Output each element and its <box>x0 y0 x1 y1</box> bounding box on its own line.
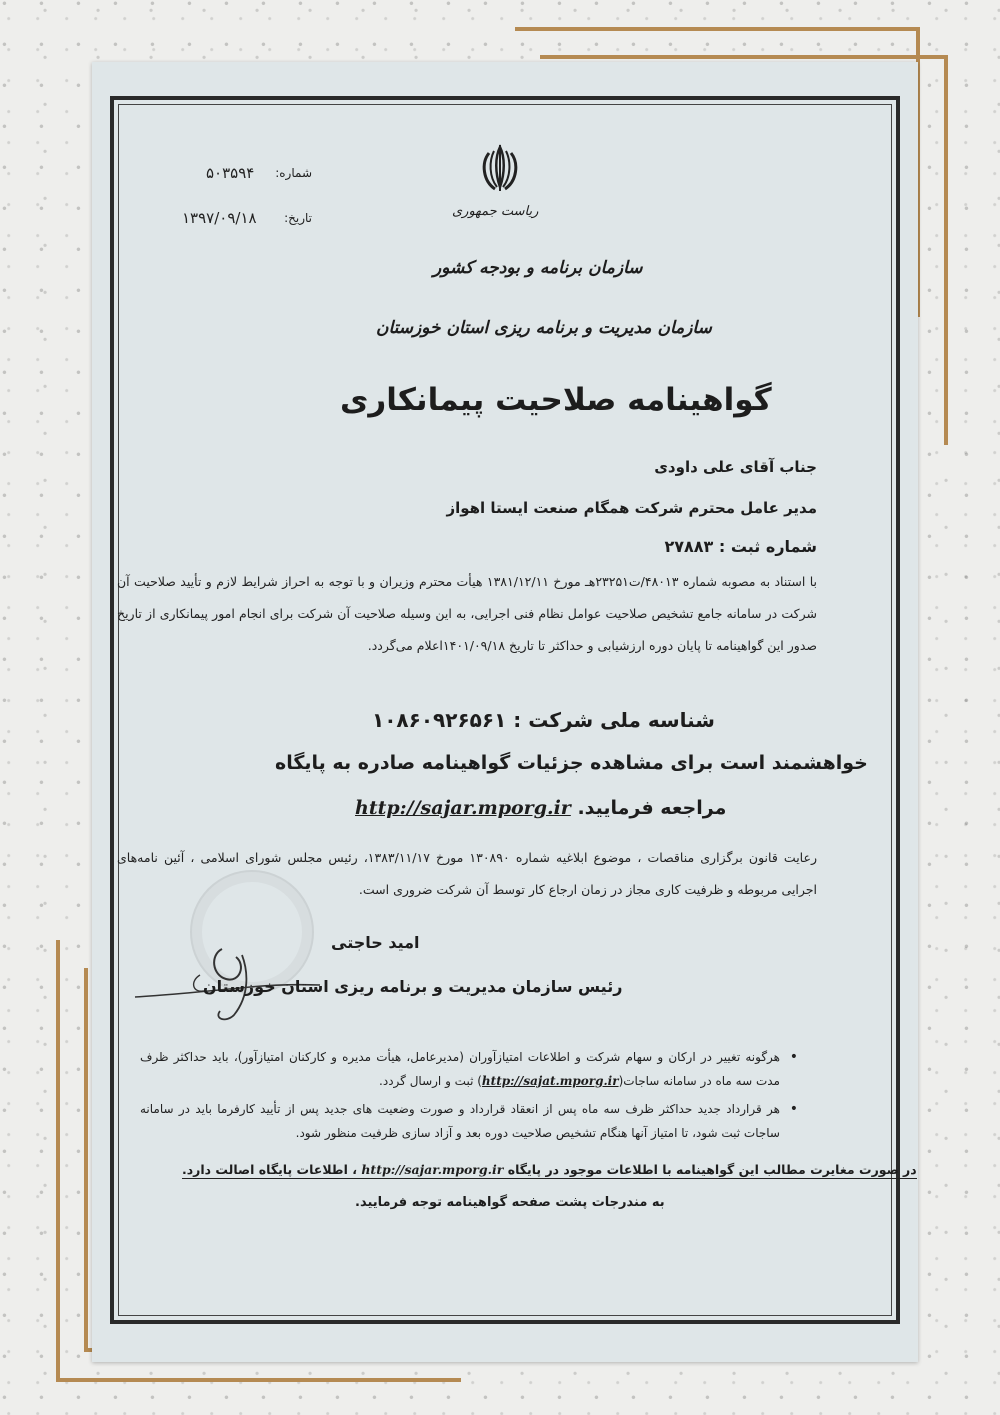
org-presidency: ریاست جمهوری <box>452 204 539 219</box>
gold-frame-top-1 <box>515 27 920 31</box>
request-line-2 <box>355 797 726 819</box>
gold-frame-top-2 <box>540 55 948 59</box>
sajar-link-2[interactable]: http://sajar.mporg.ir <box>361 1162 504 1177</box>
iran-emblem-icon <box>473 143 527 195</box>
signatory-name: امید حاجتی <box>331 933 420 952</box>
org-khuzestan: سازمان مدیریت و برنامه ریزی استان خوزستان <box>376 318 712 338</box>
gold-frame-right-2 <box>944 55 948 445</box>
registration-number: شماره ثبت : ۲۷۸۸۳ <box>664 537 817 556</box>
main-paragraph: با استناد به مصوبه شماره ۴۸۰۱۳/ت۲۳۲۵۱هـ مورخ ۱۳۸۱/۱۲/۱۱ هیأت محترم وزیران و با توجه به احراز شرایط لازم و تأیید صلاحیت آن شرکت در سامانه جامع تشخیص صلاحیت عوامل نظام فنی اجرایی، به این وسیله صلاحیت آن شرکت برای انجام امور پیمانکاری از تاریخ صدور این گواهینامه تا پایان دوره ارزشیابی و حداکثر تا تاریخ ۱۴۰۱/۰۹/۱۸اعلام می‌گردد. <box>117 574 818 653</box>
org-plan-budget: سازمان برنامه و بودجه کشور <box>433 258 643 278</box>
signatory-title: رئیس سازمان مدیریت و برنامه ریزی استان خوزستان <box>203 977 623 996</box>
date-value: ۱۳۹۷/۰۹/۱۸ <box>182 209 257 227</box>
note-item: • هر قرارداد جدید حداکثر ظرف سه ماه پس از انعقاد قرارداد و صورت وضعیت های جدید پس از تأیید کارفرما باید در سامانه ساجات ثبت شود، تا امتیاز آنها هنگام تشخیص صلاحیت دوره بعد و آزاد سازی ظرفیت منظور شود. <box>140 1097 800 1145</box>
number-value: ۵۰۳۵۹۴ <box>206 164 255 182</box>
note-item: • هرگونه تغییر در ارکان و سهام شرکت و اطلاعات امتیازآوران (مدیرعامل، هیأت مدیره و کارکنان امتیازآور)، باید حداکثر ظرف مدت سه ماه در سامانه ساجات(http://sajat.mporg.ir) ثبت و ارسال گردد. <box>140 1045 800 1093</box>
request-line: خواهشمند است برای مشاهده جزئیات گواهینامه صادره به پایگاه <box>275 752 868 774</box>
notes-list <box>140 1045 800 1149</box>
gold-frame-left-2 <box>84 968 88 1351</box>
national-id: شناسه ملی شرکت : ۱۰۸۶۰۹۲۶۵۶۱ <box>372 708 715 732</box>
page-title: گواهینامه صلاحیت پیمانکاری <box>340 382 772 418</box>
sajat-link[interactable]: http://sajat.mporg.ir <box>481 1074 619 1088</box>
gold-frame-left-1 <box>56 940 60 1380</box>
request-suffix: مراجعه فرمایید. <box>577 797 727 819</box>
date-label: تاریخ: <box>284 211 312 225</box>
number-label: شماره: <box>275 166 312 180</box>
gold-frame-bottom-1 <box>56 1378 461 1382</box>
recipient-role: مدیر عامل محترم شرکت همگام صنعت ایستا اهواز <box>446 499 817 517</box>
recipient-name: جناب آقای علی داودی <box>654 458 817 476</box>
footer-note: به مندرجات پشت صفحه گواهینامه توجه فرمایید. <box>355 1195 665 1210</box>
discrepancy-line: در صورت مغایرت مطالب این گواهینامه با اطلاعات موجود در پایگاه http://sajar.mporg.ir ، اطلاعات پایگاه اصالت دارد. <box>182 1162 917 1177</box>
compliance-paragraph: رعایت قانون برگزاری مناقصات ، موضوع ابلاغیه شماره ۱۳۰۸۹۰ مورخ ۱۳۸۳/۱۱/۱۷، رئیس مجلس شورای اسلامی ، آئین نامه‌های اجرایی مربوطه و ظرفیت کاری مجاز در زمان ارجاع کار توسط آن شرکت ضروری است. <box>117 850 817 897</box>
sajar-link[interactable]: http://sajar.mporg.ir <box>355 797 571 819</box>
